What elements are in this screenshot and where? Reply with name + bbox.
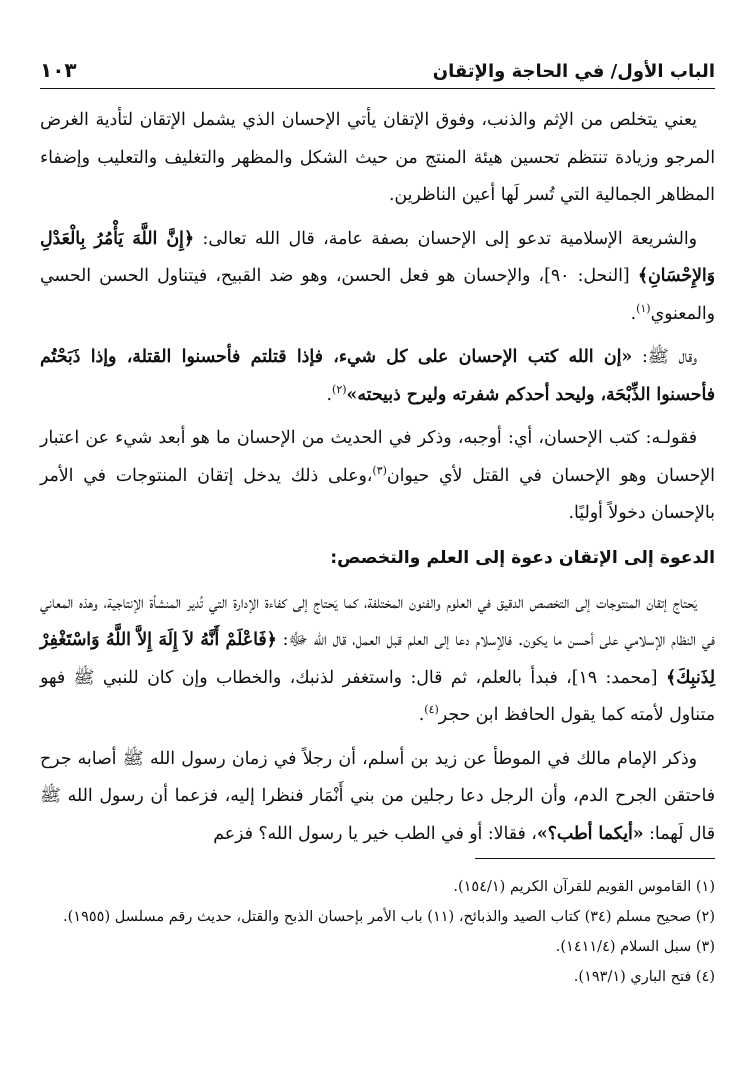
page-number: ١٠٣ <box>40 58 77 82</box>
paragraph-5-intro: يَحتاج إتقان المنتوجات إلى التخصص الدقيق في العلوم والفنون المختلفة، كما يَحتاج إلى كفاءة الإدارة التي تُدير المنشأة الإنتاجية، وهذه المعاني في النظام الإسلامي على أحسن ما يكون. فالإسلام دعا إلى العلم قبل العمل، قال الله ﷻ: <box>40 592 715 650</box>
footnote-1: (١) القاموس القويم للقرآن الكريم (١٥٤/١). <box>453 879 715 895</box>
paragraph-6-intro: وذكر الإمام مالك في الموطأ عن زيد بن أسلم، أن رجلاً في زمان رسول الله ﷺ أصابه جرح فاحتقن الجرح الدم، وأن الرجل دعا رجلين من بني أَنْمَار فنظرا إليه، فزعما أن رسول الله ﷺ قال لَهما: <box>40 748 715 844</box>
paragraph-3-end: . <box>326 384 333 405</box>
paragraph-2-ref: [النحل: ٩٠]، والإحسان هو فعل الحسن، وهو ضد القبيح، فيتناول الحسن الحسي والمعنوي <box>40 266 715 324</box>
section-heading: الدعوة إلى الإتقان دعوة إلى العلم والتخصص: <box>330 547 715 568</box>
book-page <box>40 40 715 1070</box>
running-header <box>40 48 715 82</box>
paragraph-2 <box>40 221 715 334</box>
paragraph-5-end: . <box>418 705 425 725</box>
quran-verse-1: ﴿إِنَّ اللَّهَ يَأْمُرُ بِالْعَدْلِ وَالإِحْسَانِ﴾ <box>40 228 716 286</box>
footnote-ref-2[interactable]: (٢) <box>332 382 347 396</box>
footnote-divider <box>475 858 715 859</box>
footnote-2: (٢) صحيح مسلم (٣٤) كتاب الصيد والذبائح، (١١) باب الأمر بإحسان الذبح والقتل، حديث رقم مسلسل (١٩٥٥). <box>63 909 715 925</box>
paragraph-4 <box>40 420 715 533</box>
chapter-title: الباب الأول/ في الحاجة والإتقان <box>432 61 715 82</box>
paragraph-3 <box>40 339 715 414</box>
footnotes <box>40 872 715 992</box>
paragraph-5-rest: [محمد: ١٩]، فبدأ بالعلم، ثم قال: واستغفر لذنبك، والخطاب وإن كان للنبي ﷺ فهو متناول لأمته كما يقول الحافظ ابن حجر <box>40 667 715 725</box>
paragraph-2-intro: والشريعة الإسلامية تدعو إلى الإحسان بصفة عامة، قال الله تعالى: <box>193 228 697 249</box>
paragraph-1: يعني يتخلص من الإثم والذنب، وفوق الإتقان يأتي الإحسان الذي يشمل الإتقان لتأدية الغرض المرجو وزيادة تنتظم تحسين هيئة المنتج من حيث الشكل والمظهر والتغليف والتعليب وإضفاء المظاهر الجمالية التي تُسر لَها أعين الناظرين. <box>40 110 715 205</box>
footnote-ref-4[interactable]: (٤) <box>424 703 439 717</box>
hadith-text: «إن الله كتب الإحسان على كل شيء، فإذا قتلتم فأحسنوا القتلة، وإذا ذَبَحْتُم فأحسنوا الذِّبْحَة، وليحد أحدكم شفرته وليرح ذبيحته» <box>40 347 715 405</box>
paragraph-6 <box>40 741 715 854</box>
quran-verse-2: ﴿فَاعْلَمْ أَنَّهُ لاَ إِلَهَ إِلاَّ اللَّهُ وَاسْتَغْفِرْ لِذَنبِكَ﴾ <box>40 630 715 688</box>
header-divider <box>40 88 715 89</box>
paragraph-4-main: فقولـه: كتب الإحسان، أي: أوجبه، وذكر في الحديث من الإحسان ما هو أبعد شيء عن اعتبار الإحسان وهو الإحسان في القتل لأي حيوان <box>40 428 715 486</box>
paragraph-3-intro: وقال ﷺ: <box>632 347 697 367</box>
paragraph-2-end: . <box>630 303 637 324</box>
footnote-ref-3[interactable]: (٣) <box>372 463 387 477</box>
paragraph-6-rest: ، فقالا: أو في الطب خير يا رسول الله؟ فزعم <box>213 823 537 844</box>
footnote-3: (٣) سبل السلام (١٤١١/٤). <box>555 939 715 955</box>
main-text <box>40 102 715 859</box>
footnote-ref-1[interactable]: (١) <box>636 301 651 315</box>
hadith-quote: «أيكما أطب؟» <box>536 823 644 844</box>
footnote-4: (٤) فتح الباري (١٩٣/١). <box>573 969 715 985</box>
paragraph-5 <box>40 585 715 735</box>
paragraph-4-end: ،وعلى ذلك يدخل إتقان المنتوجات في الأمر بالإحسان دخولاً أوليًا. <box>40 465 715 523</box>
